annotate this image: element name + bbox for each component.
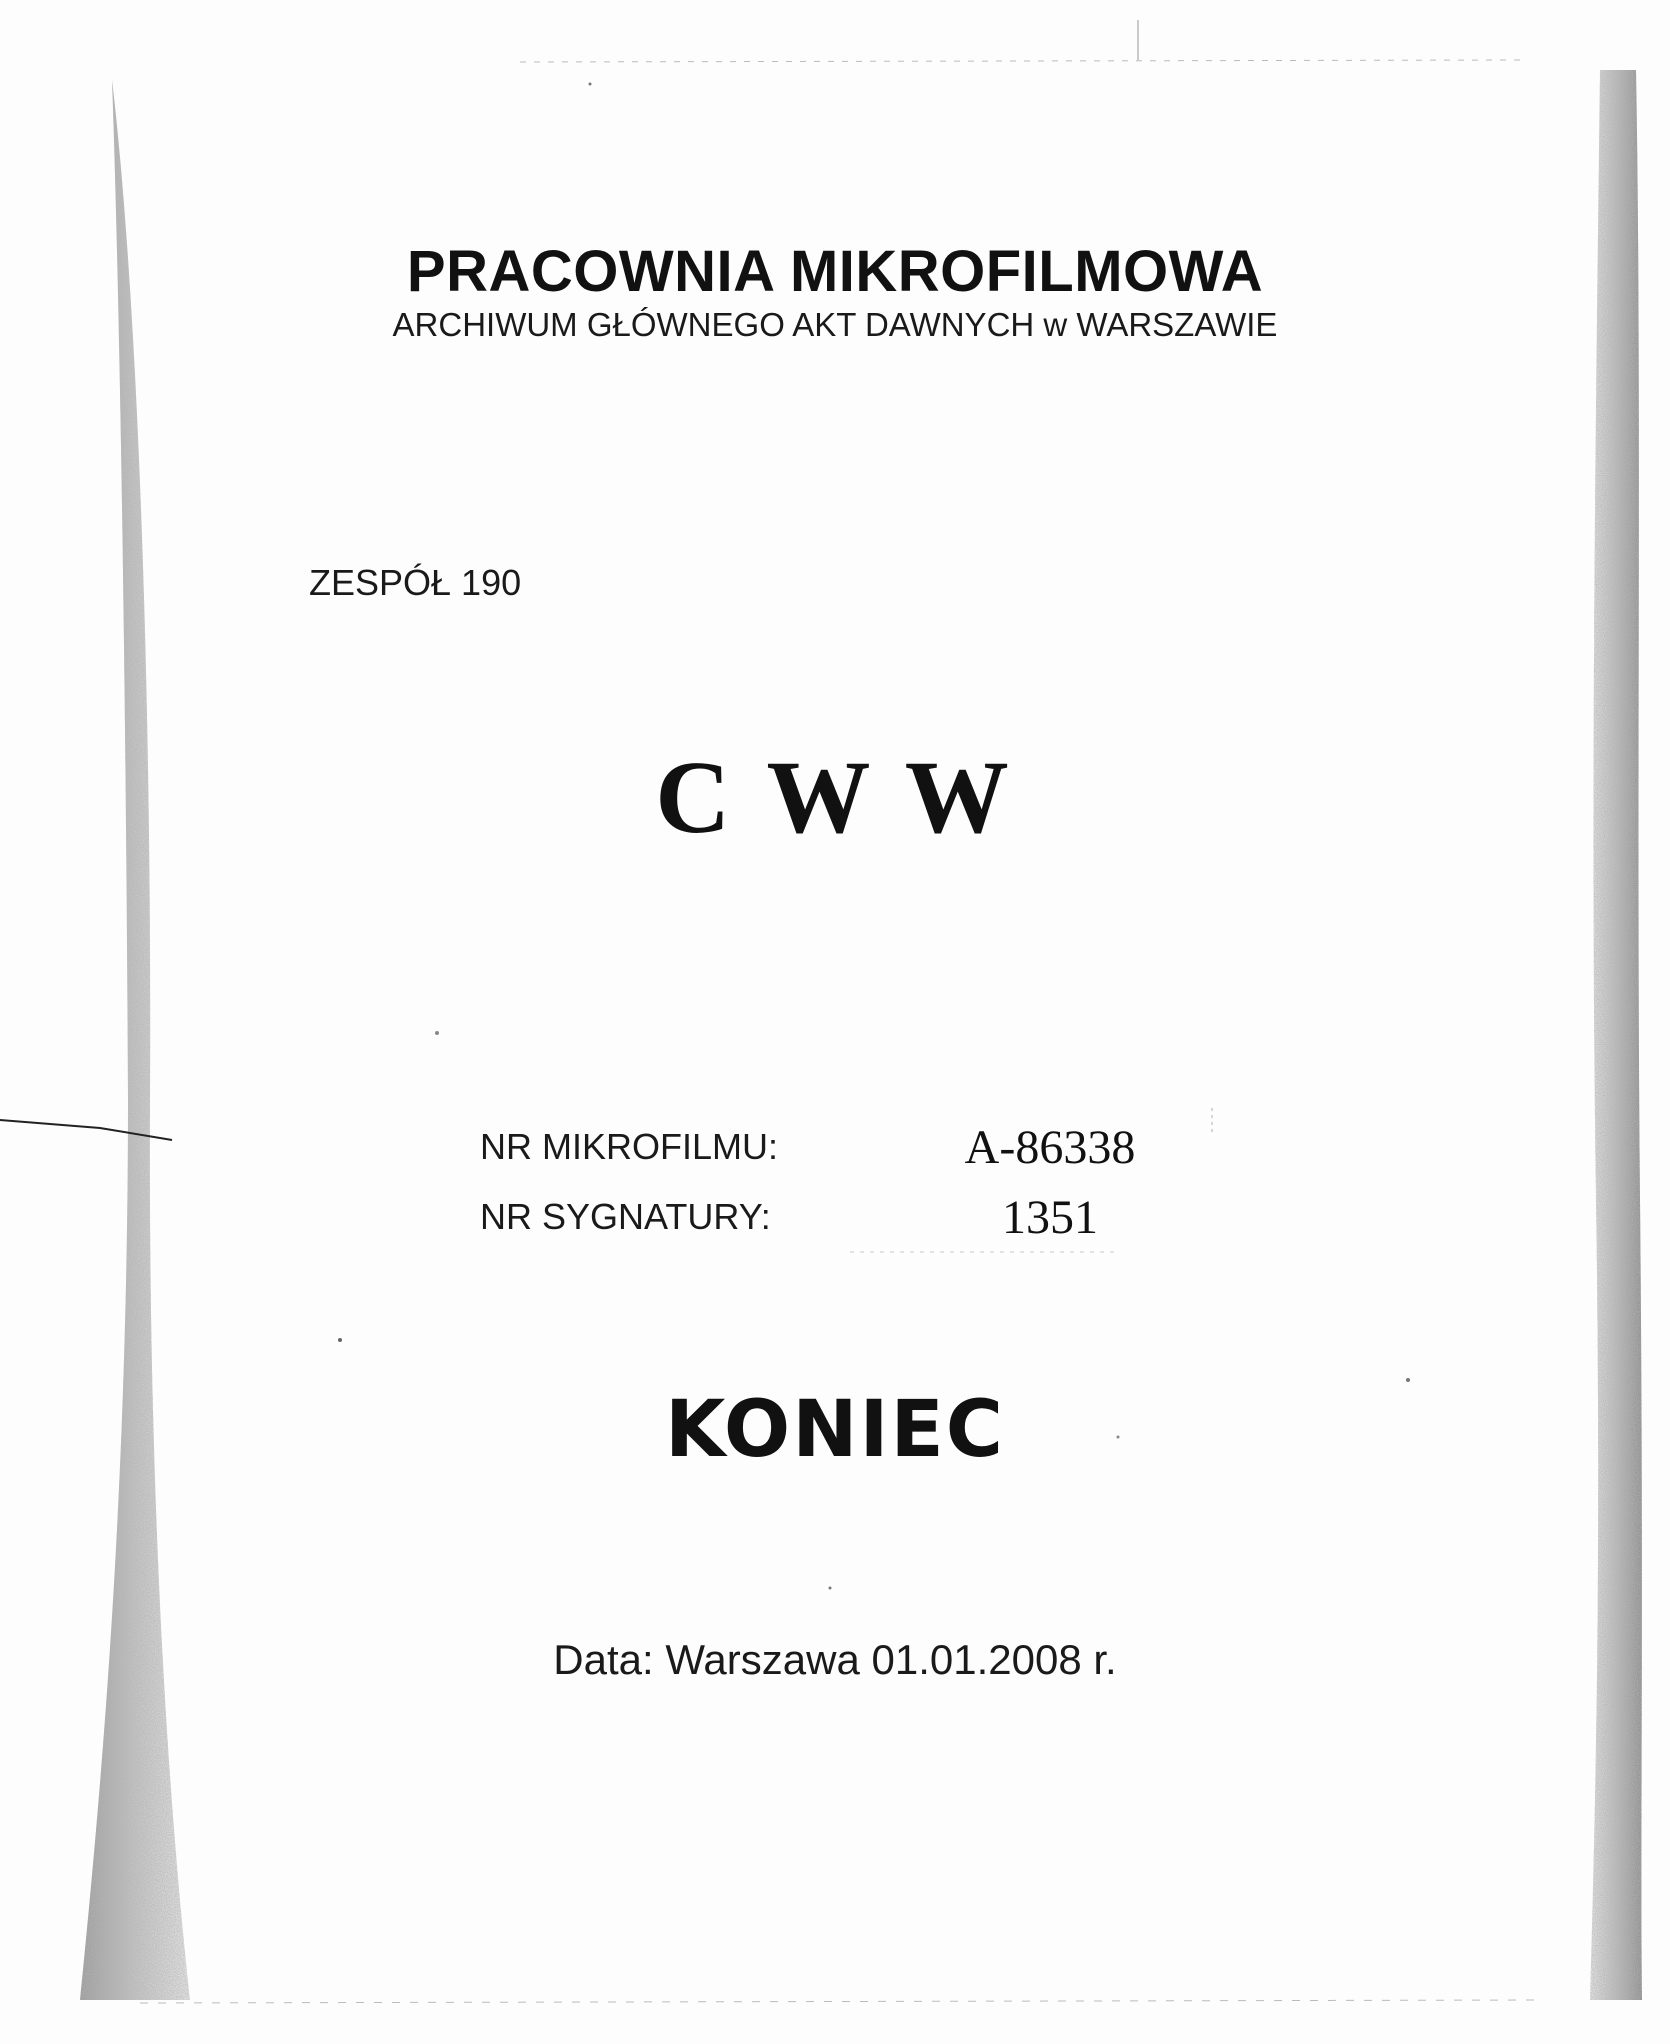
signature-number-value: 1351 (1002, 1191, 1098, 1244)
microfilm-number-value: A-86338 (964, 1121, 1136, 1174)
date-line: Data: Warszawa 01.01.2008 r. (553, 1636, 1117, 1683)
microfilm-number-label: NR MIKROFILMU: (480, 1126, 779, 1167)
page-title: PRACOWNIA MIKROFILMOWA (406, 239, 1264, 304)
fonds-number: ZESPÓŁ 190 (309, 562, 522, 603)
signature-number-label: NR SYGNATURY: (480, 1196, 771, 1237)
institution-subtitle: ARCHIWUM GŁÓWNEGO AKT DAWNYCH w WARSZAWIE (392, 306, 1278, 343)
collection-code: C W W (655, 740, 1015, 855)
end-marker: KONIEC (664, 1385, 1006, 1475)
